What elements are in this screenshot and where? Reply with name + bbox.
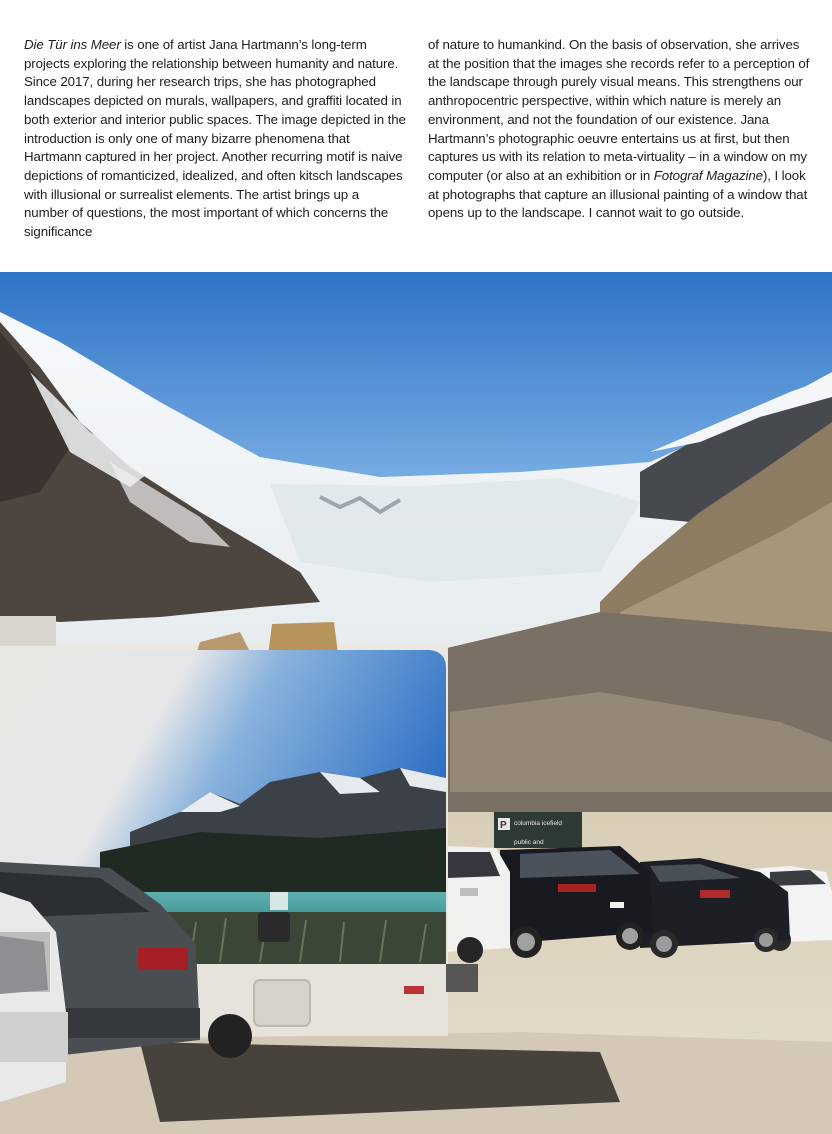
project-title: Die Tür ins Meer (24, 37, 121, 52)
sign-parking-symbol: P (500, 820, 507, 831)
text-column-right (428, 36, 810, 242)
magazine-title: Fotograf Magazine (653, 167, 763, 183)
paragraph-left (24, 36, 406, 242)
paragraph-right (428, 36, 810, 223)
parking-sign (494, 812, 582, 848)
text-column-left (24, 36, 406, 242)
paragraph-right-body-1: of nature to humankind. On the basis of observation, she arrives at the position that the images she records refer to a perception of the landscape through purely visual means. This strengthens our anthropocentric perspective, within which nature is merely an environment, and not the foundation of our existence. Jana Hartmann’s photographic oeuvre entertains us at first, but then captures us with its relation to meta-virtuality – in a window on my computer (or also at an exhibition or in (428, 37, 810, 183)
car-white-suv (446, 846, 510, 963)
sign-line-1: columbia icefield (514, 820, 563, 827)
sign-line-2: public and (514, 839, 544, 846)
glacier-parking-photo (0, 272, 832, 1134)
article-text (24, 36, 810, 242)
paragraph-left-body: is one of artist Jana Hartmann’s long-term projects exploring the relationship between humanity and nature. Since 2017, during her research trips, she has photographed landscapes depicted on murals, wallpapers, and graffiti located in both exterior and interior public spaces. The image depicted in the introduction is only one of many bizarre phenomena that Hartmann captured in her project. Another recurring motif is naive depictions of romanticized, idealized, and often kitsch landscapes with illusional or surrealist elements. The artist brings up a number of questions, the most important of which concerns the significance (24, 37, 406, 240)
paragraph-right-body-2: ), I look at photographs that capture an illusional painting of a window that opens up to the landscape. I cannot wait to go outside. (428, 167, 808, 221)
